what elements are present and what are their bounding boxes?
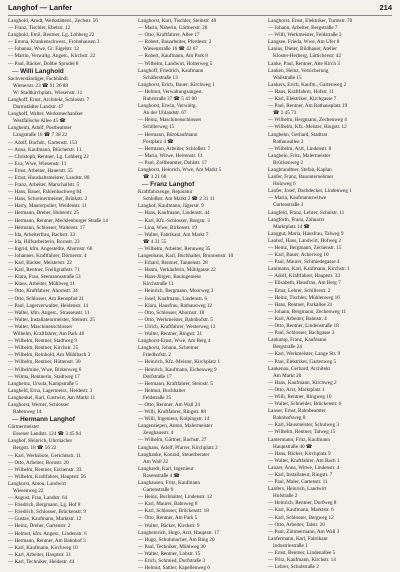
directory-entry: — Walter, Installateurmeister, Steinstr. 25 <box>8 316 95 323</box>
directory-entry: — Elisabeth, Hausfrau, Am Berg 7 <box>268 280 341 287</box>
directory-entry: Langstraße 16 ☎ 7 38 22 <box>13 132 68 139</box>
directory-entry: — Ulrich, Kraftfahrer, Westerweg 13 <box>138 323 216 330</box>
directory-entry: Langhof, Heinrich, Uhrmacher <box>8 438 73 445</box>
directory-entry: — Karl, Arbeiter, Bahnstr. 4 <box>268 315 327 322</box>
directory-entry: Brückenweg 2 <box>273 159 304 166</box>
directory-entry: Langensiepen, Anton, Malermeister <box>138 423 213 430</box>
directory-entry: Hofstraße 2 <box>273 493 298 500</box>
directory-entry: — Helmut, kfm. Angest., Lindenstr. 6 <box>8 530 87 537</box>
directory-entry: — Otto, Kraftfahrer, Allee 17 <box>138 32 200 39</box>
directory-entry: — Walter, Maschinenschlosser <box>8 323 73 330</box>
directory-entry: — Karl, Elektriker, Kirchgasse 7 <box>268 96 337 103</box>
directory-entry: Friedhofstr. 2 <box>143 352 171 359</box>
directory-entry: — Wilma, Rentnerin, Stadtweg 17 <box>8 373 80 380</box>
directory-entry: — Paul, Zollbeamter, Dahlstr. 17 <box>138 159 207 166</box>
directory-entry: — Helmut, Buchhalter <box>138 387 186 394</box>
directory-entry: Lanfers, Heinrich, Landwirt <box>268 486 327 493</box>
directory-entry: Langhorst, Werner, Schlosser <box>8 401 69 408</box>
directory-entry: — Eva, Wwe, Wiesenstr. 11 <box>8 160 67 167</box>
directory-entry: — Franz, Tischler, Ebelstr. 12 <box>8 25 71 32</box>
directory-entry: — Hermann, Arbeiter, Schloßstr. 7 <box>138 145 211 152</box>
directory-entry: Langhoff, Friedrich, Kaufmann <box>138 67 204 74</box>
directory-entry: — Wilhelmine, Wwe, Birkenweg 6 <box>8 366 82 373</box>
directory-entry: Schloßstr. Am Markt 2 ☎ 2 31 11 <box>143 196 215 203</box>
directory-entry: Schillerweg 15 <box>143 124 175 131</box>
directory-entry: — Friedrich, Bergmann, Lg. Hof 8 <box>8 502 81 509</box>
directory-entry: Essener Landstr. 124 ☎ 3 45 94 <box>13 431 81 438</box>
directory-entry: — Wilhelm, Arbeiter, Rennweg 35 <box>138 245 211 252</box>
directory-entry: — Klaus, Arbeiter, Mühlweg 11 <box>8 281 75 288</box>
directory-entry: Langbehn, Gerhard, Stadtrat <box>268 131 328 138</box>
directory-entry: — Ingrid, kfm. Angestellte, Ahornstr. 66 <box>8 245 93 252</box>
directory-entry: — Wilhelm, Gärtner, Bachstr. 27 <box>138 437 207 444</box>
directory-entry: An der Uhlandstr. 67 <box>143 110 187 117</box>
directory-entry: — Paul, Zimmermann, Am Wall 3 <box>268 528 340 535</box>
directory-entry: — Maria, Näherin, Gärtnerstr. 28 <box>138 25 208 32</box>
column-2 <box>138 18 264 572</box>
directory-entry: — Heinz, Buchhalter, Lindenstr. 12 <box>138 494 212 501</box>
directory-entry: — Hermann, Schlosser, Walterstr. 17 <box>8 224 85 231</box>
directory-entry: Lanken, Heinz, Versicherung <box>268 67 329 74</box>
directory-entry: Langhenkel, Karl, Gastwirt, Am Markt 11 <box>8 394 96 401</box>
directory-entry: — Paul, Maurer, Schmiedegasse 4 <box>268 259 340 266</box>
directory-entry: Langhans, Adolf, Pfarrer, Kirchplatz 2 <box>138 444 218 451</box>
directory-entry: Bahnhofsweg 8 <box>273 415 306 422</box>
directory-entry: Kirchstraße 11 <box>143 281 174 288</box>
directory-entry: — Adolf, Kraftfahrer, Hauptstr. 33 <box>268 273 340 280</box>
directory-entry: — Klara, Frau, Seemannsstraße 53 <box>8 274 81 281</box>
directory-entry: — Karl, Arbeiter, Hauptstr. 31 <box>8 551 72 558</box>
directory-entry: — Paul, Elektriker, Gartenweg 5 <box>268 358 337 365</box>
directory-entry: — Karl, Installateur, Ringstr. 7 <box>268 472 333 478</box>
directory-entry: Lankers, Erich, Kaufm., Gartenweg 2 <box>268 81 347 88</box>
directory-entry: — Walter, Rentner, Ringstr. 31 <box>138 331 203 338</box>
directory-entry: — Karl, Bäcker, Meisterstr. 22 <box>8 260 72 267</box>
directory-entry: Lanfer, Josef, Dachdecker, Lindenweg 1 <box>268 188 352 195</box>
directory-entry: — Wilhelm, Bergmann, Zechenweg 4 <box>268 117 347 124</box>
directory-entry: — Paul, Techniker, Mühlweg 30 <box>138 543 206 550</box>
directory-entry: Lanzer, Anna, Witwe, Lindenstr. 4 <box>268 464 340 471</box>
directory-entry: — Karl, Schlosser, Brückenstr. 18 <box>138 508 209 515</box>
directory-entry: — Hans, Kraftfahrer, Hofstr. 11 <box>268 88 335 95</box>
directory-entry: Lanhof, Hans, Landwirt, Hofweg 2 <box>268 237 342 244</box>
directory-entry: Rabenweg 14 <box>13 409 42 416</box>
directory-entry: Hauptstraße 40 ☎ <box>273 443 313 450</box>
directory-entry: — Heinz, Maschinenschlosser <box>138 117 202 124</box>
directory-entry: — Paul, Lagerverwalter, Heidenstr. 14 <box>8 302 89 309</box>
directory-entry: Rosenstraße 4 ☎ <box>143 472 181 479</box>
directory-entry: Langhorst, Anton, Landwirt <box>8 480 66 487</box>
directory-entry: Dorfstraße 17 <box>143 373 172 380</box>
directory-entry: Schäferstraße 13 <box>143 74 178 81</box>
directory-entry: — Karl, Techniker, Heidestr. 44 <box>8 558 75 565</box>
directory-entry: — Johanna, Wwe, Gr. Eigelstr. 12 <box>8 46 79 53</box>
directory-entry: Langhorst, Heinrich, Wwe, Am Markt 5 <box>138 166 222 173</box>
directory-entry: — Heinz, Bergmann, Zechenstr. 15 <box>268 245 342 251</box>
directory-entry: — August, Frau, Landstr. 64 <box>8 495 68 502</box>
directory-entry: — Heinrich, Bergmann, Moorweg 3 <box>138 288 214 295</box>
directory-entry: Am Wall 22 <box>143 458 169 465</box>
directory-entry: Kloster-Herberg, Lütticherstr. 42 <box>273 53 342 60</box>
directory-entry: — Ernst, Arbeiter, Hauerstr. 55 <box>8 167 73 174</box>
directory-entry: Langhausen, Fritz, Kaufmann <box>138 480 200 486</box>
directory-entry: — Hans-Jürgen, Bauingenieur <box>138 274 202 281</box>
directory-entry: — Walter, Fabrikant, Am Markt 7 <box>138 231 209 238</box>
directory-entry: — Otto, Arbeiter, Bornstr. 20 <box>8 459 69 466</box>
directory-entry: — Wilhelm, Landwirt, Holterweg 5 <box>138 60 213 67</box>
directory-entry: — Heinrich, Kfz.-Meister, Kirchplatz 1 <box>138 359 221 366</box>
directory-entry: — Hans, Kaufmann, Lindenstr. 44 <box>138 210 210 217</box>
directory-entry: — Wilhelm, Rentner, Talweg 15 <box>268 429 336 436</box>
directory-entry: — Harry, Maurerpolier, Weidenstr. 11 <box>8 203 87 210</box>
directory-entry: — Otto, Arbeiter, Talstr. 20 <box>268 521 325 528</box>
directory-entry: — Walter, Rentner, Lohstr. 15 <box>138 550 201 557</box>
directory-entry: — Johannes, Kraftfahrer, Dörnerstr. 4 <box>8 253 87 259</box>
directory-entry: — Johann, Arbeiter, Bergstraße 7 <box>268 25 338 32</box>
directory-entry: — Robert, Bauarbeiter, Pferdestr. 2 <box>138 39 212 46</box>
section-heading: — Willi Langhold <box>8 68 134 76</box>
column-1 <box>8 18 134 565</box>
directory-entry: — Otto, Rentner, Am Park 5 <box>138 515 198 522</box>
directory-entry: Lankenau, Gerhard, Architekt <box>268 365 330 372</box>
directory-entry: — Lehrer, Schulstraße 2 <box>268 564 319 571</box>
directory-entry: — Karl, Kfz.-Schlosser, Burgstr. 3 <box>138 217 210 224</box>
directory-entry: Langforth, Franz, Zahnarzt <box>268 216 325 223</box>
directory-entry: — Karl, Kaufmann, Marktstr. 6 <box>268 507 334 514</box>
directory-entry: — Hans, Schreinermeister, Brinkstr. 2 <box>8 196 88 203</box>
directory-entry: Kraftfahrzeuge, Reparatur <box>138 189 193 196</box>
directory-entry: — Walter, Schneider, Brückenstr. 6 <box>268 401 342 408</box>
directory-entry: Langhold, Arndt, Werkstättenl., Zechstr. 56 <box>8 18 98 24</box>
directory-entry: Gartenstraße 9 <box>143 487 174 494</box>
directory-entry: Wiesenstraße 16 ☎ 42 67 <box>143 46 198 53</box>
directory-entry: — Ernst, Haushaltsmeister, Landstr. 80 <box>8 174 90 181</box>
directory-entry: Sachverständiger, Fachhändl. <box>8 75 70 82</box>
directory-entry: Langhorst, Erich, Bauer, Kirchweg 1 <box>138 81 215 88</box>
directory-entry: — Erich, Schmied, Dorfstraße 3 <box>138 558 206 565</box>
directory-entry: — Hanni, Verkäuferin, Mühlgasse 22 <box>138 267 216 274</box>
directory-entry: — Ernst, Lehrer, Schillerstr. 2 <box>268 287 331 294</box>
directory-entry: Langbein, Fritz, Malermeister <box>268 152 331 159</box>
directory-entry: — Ernst, Rentner, Lindenallee 5 <box>268 550 336 557</box>
directory-entry: Ruhrstraße 37 ☎ 5 41 00 <box>143 96 197 103</box>
directory-entry: ☎ 2 45 73 <box>273 110 297 117</box>
directory-entry: Lanimann, Karl, Kaufmann, Kirchstr. 1 <box>268 266 350 273</box>
directory-entry: Wallstraße 15 <box>273 74 302 81</box>
directory-entry: — Willi, Kraftfahrer, Ringstr. 88 <box>138 409 206 416</box>
directory-entry: Gartenstraße 3 <box>273 202 304 209</box>
directory-entry: Darmstädter Landstr. 47 <box>13 104 64 111</box>
directory-entry: — Otto, Werkmeister, Bahnhofstr. 5 <box>138 316 213 323</box>
directory-entry: Zeughausstr. 4 <box>143 430 174 437</box>
directory-entry: Langfeld, Franz, Lehrer, Schulstr. 11 <box>268 209 345 216</box>
directory-entry: Bergstr. 18 ☎ 56 22 <box>13 445 57 452</box>
directory-entry: ☎ 3 21 68 <box>143 174 167 181</box>
directory-entry: Lanser, Ernst, Bahnbeamter <box>268 408 326 415</box>
directory-entry: — Paul, Bäcker, Dobbe Sprudel 8 <box>8 60 79 67</box>
directory-entry: — Paul, Maler, Gartenstr. 11 <box>268 479 328 486</box>
directory-entry: — Hermann, Dreher, Huberstr. 25 <box>8 210 79 217</box>
directory-entry: — Helmut, Verwaltungsangest. <box>138 88 204 95</box>
directory-entry: — Fritz, Kaufmann, Kirchstr. 14 <box>268 557 336 564</box>
directory-entry: — Wilhelm, Reinhold, Am Mühlbach 3 <box>8 352 91 359</box>
directory-entry: — Johann, Bergmann, Zechenweg 11 <box>268 308 347 315</box>
section-heading: — Franz Langhof <box>138 181 264 189</box>
running-head: Langhof — Lanfer <box>8 3 73 12</box>
page-number: 214 <box>379 3 392 12</box>
directory-entry: Langhardt, Karl, Ingenieur <box>138 465 194 472</box>
directory-entry: ☎ 4 31 55 <box>143 238 167 245</box>
directory-entry: Langhorst, Ernst, Elektriker, Turmstr. 70 <box>268 18 353 24</box>
directory-entry: — Heinz, Tischler, Mühlenweg 16 <box>268 294 340 301</box>
directory-entry: — Otto, Schlosser, Am Rennpfad 21 <box>8 295 85 302</box>
directory-entry: — Willi, Werkmeister, Feldstraße 2 <box>268 32 342 39</box>
directory-entry: — Franz, Arbeiter, Marschallstr. 5 <box>8 182 80 189</box>
directory-entry: — Heinrich, Kaufmann, Eichenweg 9 <box>138 366 217 373</box>
directory-entry: Langbrandtner, Stefan, Kaplan <box>268 166 332 173</box>
directory-entry: Langhorst, Johann, Schreiner <box>138 345 199 352</box>
directory-entry: — Christoph, Rentner, Lg. Lohberg 22 <box>8 153 89 160</box>
directory-entry: — Karl, Schlosser, Bergweg 12 <box>268 514 334 521</box>
directory-entry: — Hugo, Schuhmacher, Am Ring 20 <box>138 536 215 543</box>
directory-entry: — Friedrich, Schlosser, Brückenstr. 9 <box>8 509 87 516</box>
directory-entry: — Hans, Kaufmann, Kirchweg 2 <box>268 379 337 386</box>
directory-entry: — Heinz, Dreher, Gartenstr. 2 <box>8 523 71 530</box>
directory-entry: Westfälische Allee 45 ☎ <box>13 118 66 125</box>
directory-entry: — Wilhelm, Rentner, Eschenstr. 33 <box>8 466 82 473</box>
directory-entry: Gärtnermeister <box>8 424 40 431</box>
directory-entry: Langheld, Erna, Lagermeist., Heidestr. 3 <box>8 387 93 394</box>
directory-entry: Langheinz, Ursula, Kampstraße 5 <box>8 380 78 387</box>
directory-entry: Lankamp, Franz, Kaufmann <box>268 337 327 344</box>
directory-entry: Langhold, Emil, Rentner, Lg. Lohberg 22 <box>8 32 95 39</box>
directory-entry: — Karl, Hausmeister, Schulweg 3 <box>268 422 339 429</box>
directory-entry: — Martin, Verwaltg. Angest., Kirchstr. 22 <box>8 53 96 60</box>
directory-entry: Langhorst, Kurt, Tischler, Steinstr. 40 <box>138 18 217 24</box>
directory-entry: — Walter, Bäcker, Kirchstr. 9 <box>138 522 200 529</box>
directory-entry: — Paul, Schlosser, Bachgasse 3 <box>268 330 335 337</box>
column-3 <box>268 18 394 571</box>
directory-entry: — Otto, Kraftfahrer, Ahornstr. 34 <box>8 288 78 295</box>
directory-entry: — Hermann, Rentner, Mecklenburger Straße 14 <box>8 217 108 224</box>
directory-entry: — Karl, Werksbote, Gerichtsstr. 11 <box>8 452 81 459</box>
directory-entry: — Wilhelm, Kraftfahrer, Hauptstr. 56 <box>8 473 86 480</box>
directory-entry: — Otto, Arzt, Marktplatz 1 <box>268 386 325 393</box>
directory-entry: Lanke, Paul, Rentner, Alte Kirch 3 <box>268 60 340 67</box>
directory-entry: — Wilhelm, Kfz.-Meister, Ringstr. 12 <box>268 124 347 131</box>
directory-entry: — Willi, Ingenieur, Kolpingstr. 14 <box>138 416 210 423</box>
directory-entry: — Otto, Rentner, Lindenstraße 18 <box>268 323 339 330</box>
directory-entry: — Hans, Bauer, Fahlenbachweg 84 <box>8 189 82 196</box>
directory-entry: — Paul, Rentner, Am Rathausplatz 19 <box>268 103 348 110</box>
directory-entry: — Otto, Schlosser, Ahornstr. 18 <box>138 309 205 316</box>
directory-entry: — Wilhelm, Arzt, Lindenstr. 8 <box>268 145 332 152</box>
directory-entry: — Karl, Kaufmann, Kirchweg 10 <box>8 544 78 551</box>
directory-entry: Lanfermann, Karl, Fabrikant <box>268 535 328 542</box>
directory-entry: Langhoff, Walter, Werksmechaniker <box>8 111 84 118</box>
directory-entry: — Lina, Wwe, Birkenstr. 19 <box>138 224 197 231</box>
directory-entry: — Heinrich, Rentner, Dorfweg 8 <box>268 500 337 507</box>
directory-entry: Langhof, Kaufmann, Jägerstr. 9 <box>138 203 204 210</box>
directory-entry: Wiesenweg 22 <box>13 488 44 494</box>
directory-entry: Langgut, Maria, Hausfrau, Talweg 9 <box>268 230 344 237</box>
directory-entry: — Adolf, Buchdr., Gartenstr. 153 <box>8 139 78 146</box>
directory-entry: Langhorst, Erwin, Verwaltg. <box>138 103 197 110</box>
directory-entry: Bergstraße 24 <box>273 344 302 351</box>
directory-entry: Lanfer, Franz, Bauunternehmer <box>268 174 334 181</box>
directory-entry: Holzweg 6 <box>273 181 296 188</box>
directory-entry: — Maria, Kaufmannswitwe <box>268 195 327 202</box>
directory-entry: — Ida, Arbeiterfrau, Bachstr. 33 <box>8 231 75 238</box>
directory-entry: Rathausallee 3 <box>273 138 304 145</box>
directory-entry: Marktplatz 14 ☎ <box>273 223 311 230</box>
directory-entry: — Erhard, Rentner, Tannenstr. 28 <box>138 260 208 267</box>
directory-entry: — Karl, Werkmeister, Lange Str. 9 <box>268 351 341 358</box>
directory-entry: — Anna, Kaufmann, Blücherstr. 11 <box>8 146 82 153</box>
directory-entry: Langheim, Adolf, Postbeamter <box>8 125 72 132</box>
directory-entry: — Gustav, Kaufmann, Marktstr. 12 <box>8 516 82 523</box>
directory-entry: — Hermann, Bürokaufmann <box>138 131 198 138</box>
directory-entry: — Wilhelm, Rentner, Stadtweg 9 <box>8 338 77 345</box>
directory-entry: Wilhelm, Kraftfahrer, Am Park 48 <box>13 331 85 338</box>
directory-entry: Langhanke, Konrad, Steuerberater <box>138 451 210 458</box>
directory-entry: W: Stadtkirchplatz, Wiesenstr. 11 <box>13 89 83 96</box>
directory-entry: — Wilhelm, Rentner, Hüttenstr. 30 <box>8 359 81 366</box>
directory-entry: — Otto, Rentner, Am Wall 24 <box>138 401 200 408</box>
directory-entry: Lanius, Dieter, Bildhauer, Atelier <box>268 46 338 53</box>
directory-entry: Lantermann, Fritz, Kaufmann <box>268 436 330 443</box>
directory-entry: — Hans, Rentner, Parkallee 21 <box>268 301 333 308</box>
directory-entry: — Willi, Rentner, Ringweg 10 <box>268 393 332 400</box>
directory-entry: — Maria, Witwe, Herrenstr. 11 <box>138 152 203 159</box>
directory-entry: — Walter, kfm. Angest., Strassenstr. 11 <box>8 309 90 316</box>
directory-entry: — Ida, Hilfsarbeiterin, Bornstr. 23 <box>8 238 80 245</box>
directory-entry: — Karl, Maurer, Bahnweg 8 <box>138 501 198 508</box>
directory-entry: — Robert, Kaufmann, Am Park 8 <box>138 53 208 60</box>
directory-entry: Industriestraße 1 <box>273 542 308 549</box>
directory-entry: — Helmut, Sattler, Kapellenweg 6 <box>138 565 210 572</box>
section-heading: — Hermann Langhof <box>8 416 134 424</box>
directory-entry: — Josef, Kaufmann, Lindenstr. 6 <box>138 295 208 302</box>
directory-entry: — Emma, Krankenschwest., Frohnhausen 3 <box>8 39 100 46</box>
directory-entry: Am Markt 20 <box>273 372 302 379</box>
directory-entry: — Walter, Kraftfahrer, Am Bach 1 <box>268 457 340 464</box>
directory-entry: — Klara, Hausfrau, Rathausweg 12 <box>138 302 213 309</box>
directory-entry: Langheinrich, Hugo, Arzt, Hauptstr. 17 <box>138 529 220 536</box>
directory-entry: Postplatz 4 ☎ <box>143 138 174 145</box>
directory-entry: Langhorst-Ernst, Wwe, Am Berg 4 <box>138 338 211 345</box>
directory-entry: — Wilhelm, Rentner, Kirchstr. 25 <box>8 345 79 352</box>
directory-entry: Langsee, Frieda, Wwe, Am Ufer 8 <box>268 39 340 46</box>
directory-entry: Feldstraße 35 <box>143 394 172 401</box>
directory-entry: — Karl, Bauer, Ackerweg 10 <box>268 252 329 259</box>
page-header <box>8 3 392 16</box>
directory-entry: Langhoff, Ernst, Architekt, Schlosstr. 7 <box>8 96 90 103</box>
directory-entry: — Hermann, Rentner, Am Bahnhof 3 <box>8 537 86 544</box>
directory-entry: — Karl, Rentner, Freiligrathstr. 71 <box>8 267 80 274</box>
directory-entry: Wienerstr. 23 ☎ 91 36 88 <box>13 82 68 89</box>
directory-entry: — Hans, Bäcker, Kirchplatz 9 <box>268 450 331 457</box>
directory-entry: Langenhaus, Karl, Buchhalter, Brunnenstr. 10 <box>138 253 234 259</box>
columns <box>8 18 394 572</box>
directory-entry: — Hermann, Kraftfahrer, Steinstr. 5 <box>138 380 213 387</box>
